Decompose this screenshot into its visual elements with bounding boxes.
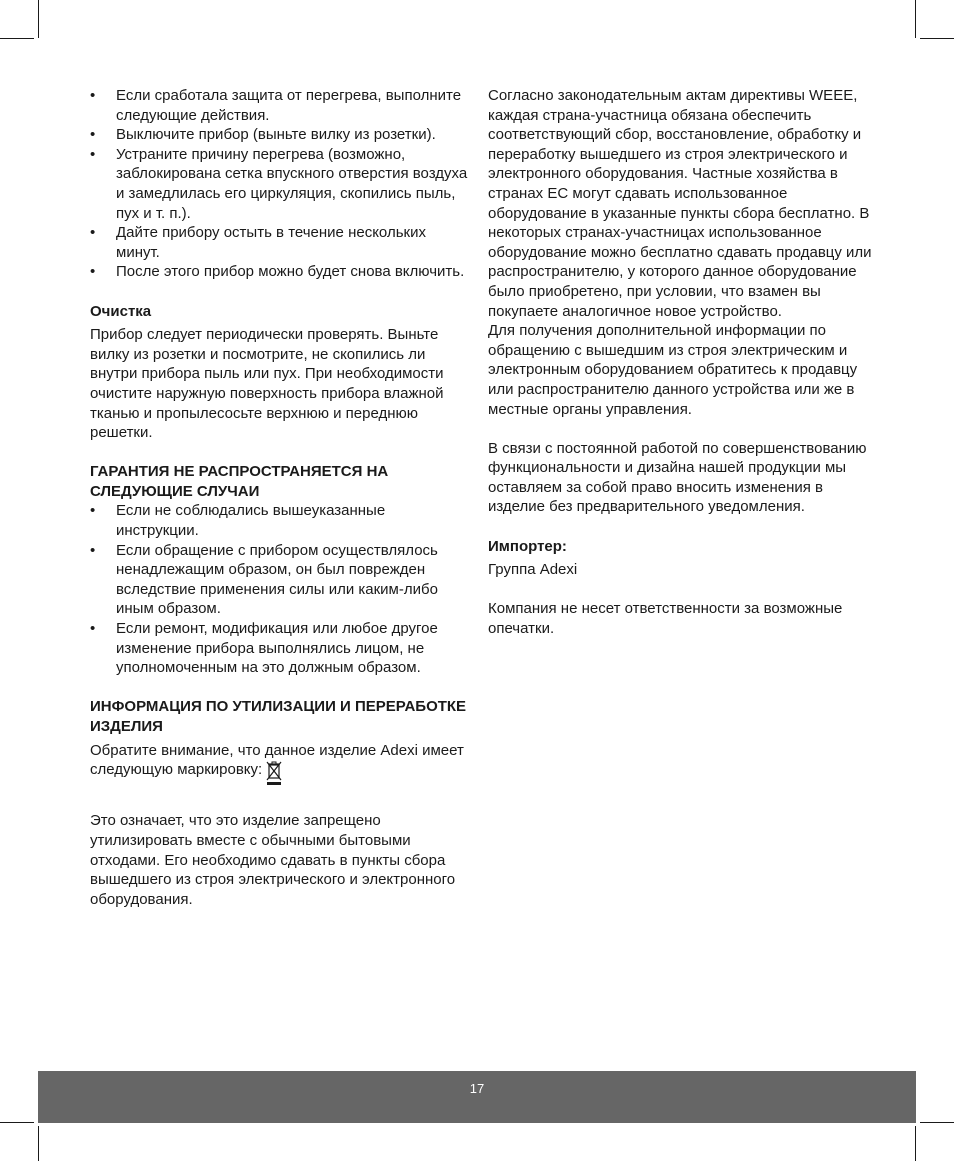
crossed-bin-icon (266, 760, 282, 792)
crop-mark (38, 1126, 39, 1161)
page-footer-bar (38, 1071, 916, 1123)
overheat-list (90, 86, 470, 282)
crop-mark (38, 0, 39, 38)
list-item: • Выключите прибор (выньте вилку из розетки). (90, 125, 470, 145)
warranty-heading: ГАРАНТИЯ НЕ РАСПРОСТРАНЯЕТСЯ НА СЛЕДУЮЩИЕ СЛУЧАИ (90, 463, 389, 500)
left-column (90, 86, 470, 909)
disposal-intro-text: Обратите внимание, что данное изделие Adexi имеет следующую маркировку: (90, 741, 464, 779)
crop-mark (0, 1122, 34, 1123)
list-item: • Если ремонт, модификация или любое другое изменение прибора выполнялись лицом, не уполномоченным на это должным образом. (90, 619, 470, 678)
importer-heading: Импортер: (488, 537, 567, 555)
warranty-list (90, 501, 470, 677)
changes-paragraph: В связи с постоянной работой по совершенствованию функциональности и дизайна нашей продукции мы оставляем за собой право вносить изменения в изделие без предварительного уведомления. (488, 439, 867, 516)
list-item: • Если сработала защита от перегрева, выполните следующие действия. (90, 86, 470, 125)
list-item: • Устраните причину перегрева (возможно, заблокирована сетка впускного отверстия воздуха и замедлилась его циркуляция, скопились пыль, пух и т. п.). (90, 145, 470, 223)
weee-paragraph: Согласно законодательным актам директивы WEEE, каждая страна-участница обязана обеспечить соответствующий сбор, восстановление, обработку и переработку вышедшего из строя электрического и электронного оборудования. Частные хозяйства в странах ЕС могут сдавать использованное оборудование в указанные пункты сбора бесплатно. В некоторых странах-участницах использованное оборудование можно бесплатно сдавать продавцу или распространителю, у которого данное оборудование было приобретено, при условии, что взамен вы покупаете аналогичное новое устройство. (488, 87, 872, 320)
disclaimer-paragraph: Компания не несет ответственности за возможные опечатки. (488, 600, 843, 638)
list-item: • Если не соблюдались вышеуказанные инструкции. (90, 501, 470, 540)
cleaning-paragraph: Прибор следует периодически проверять. Выньте вилку из розетки и посмотрите, не скопились ли внутри прибора пыль или пух. При необходимости очистите наружную поверхность прибора влажной тканью и пропылесосьте верхнюю и переднюю решетки. (90, 326, 444, 442)
crop-mark (920, 1122, 954, 1123)
importer-name: Группа Adexi (488, 561, 578, 579)
disposal-paragraph: Это означает, что это изделие запрещено утилизировать вместе с обычными бытовыми отходами. Его необходимо сдавать в пункты сбора вышедшего из строя электрического и электронного оборудования. (90, 812, 456, 908)
weee-info-paragraph: Для получения дополнительной информации по обращению с вышедшим из строя электрическим и электронным оборудованием обратитесь к продавцу или распространителю данного устройства или же в местные органы управления. (488, 322, 858, 418)
crop-mark (915, 1126, 916, 1161)
crop-mark (0, 38, 34, 39)
list-item: • После этого прибор можно будет снова включить. (90, 262, 470, 282)
list-item: • Дайте прибору остыть в течение нескольких минут. (90, 223, 470, 262)
cleaning-heading: Очистка (90, 302, 152, 320)
right-column (488, 86, 873, 639)
crop-mark (920, 38, 954, 39)
disposal-heading: ИНФОРМАЦИЯ ПО УТИЛИЗАЦИИ И ПЕРЕРАБОТКЕ ИЗДЕЛИЯ (90, 698, 467, 735)
disposal-intro (90, 741, 470, 792)
crop-mark (915, 0, 916, 38)
page-number: 17 (469, 1081, 485, 1096)
list-item: • Если обращение с прибором осуществлялось ненадлежащим образом, он был поврежден вследствие применения силы или каким-либо иным образом. (90, 541, 470, 619)
